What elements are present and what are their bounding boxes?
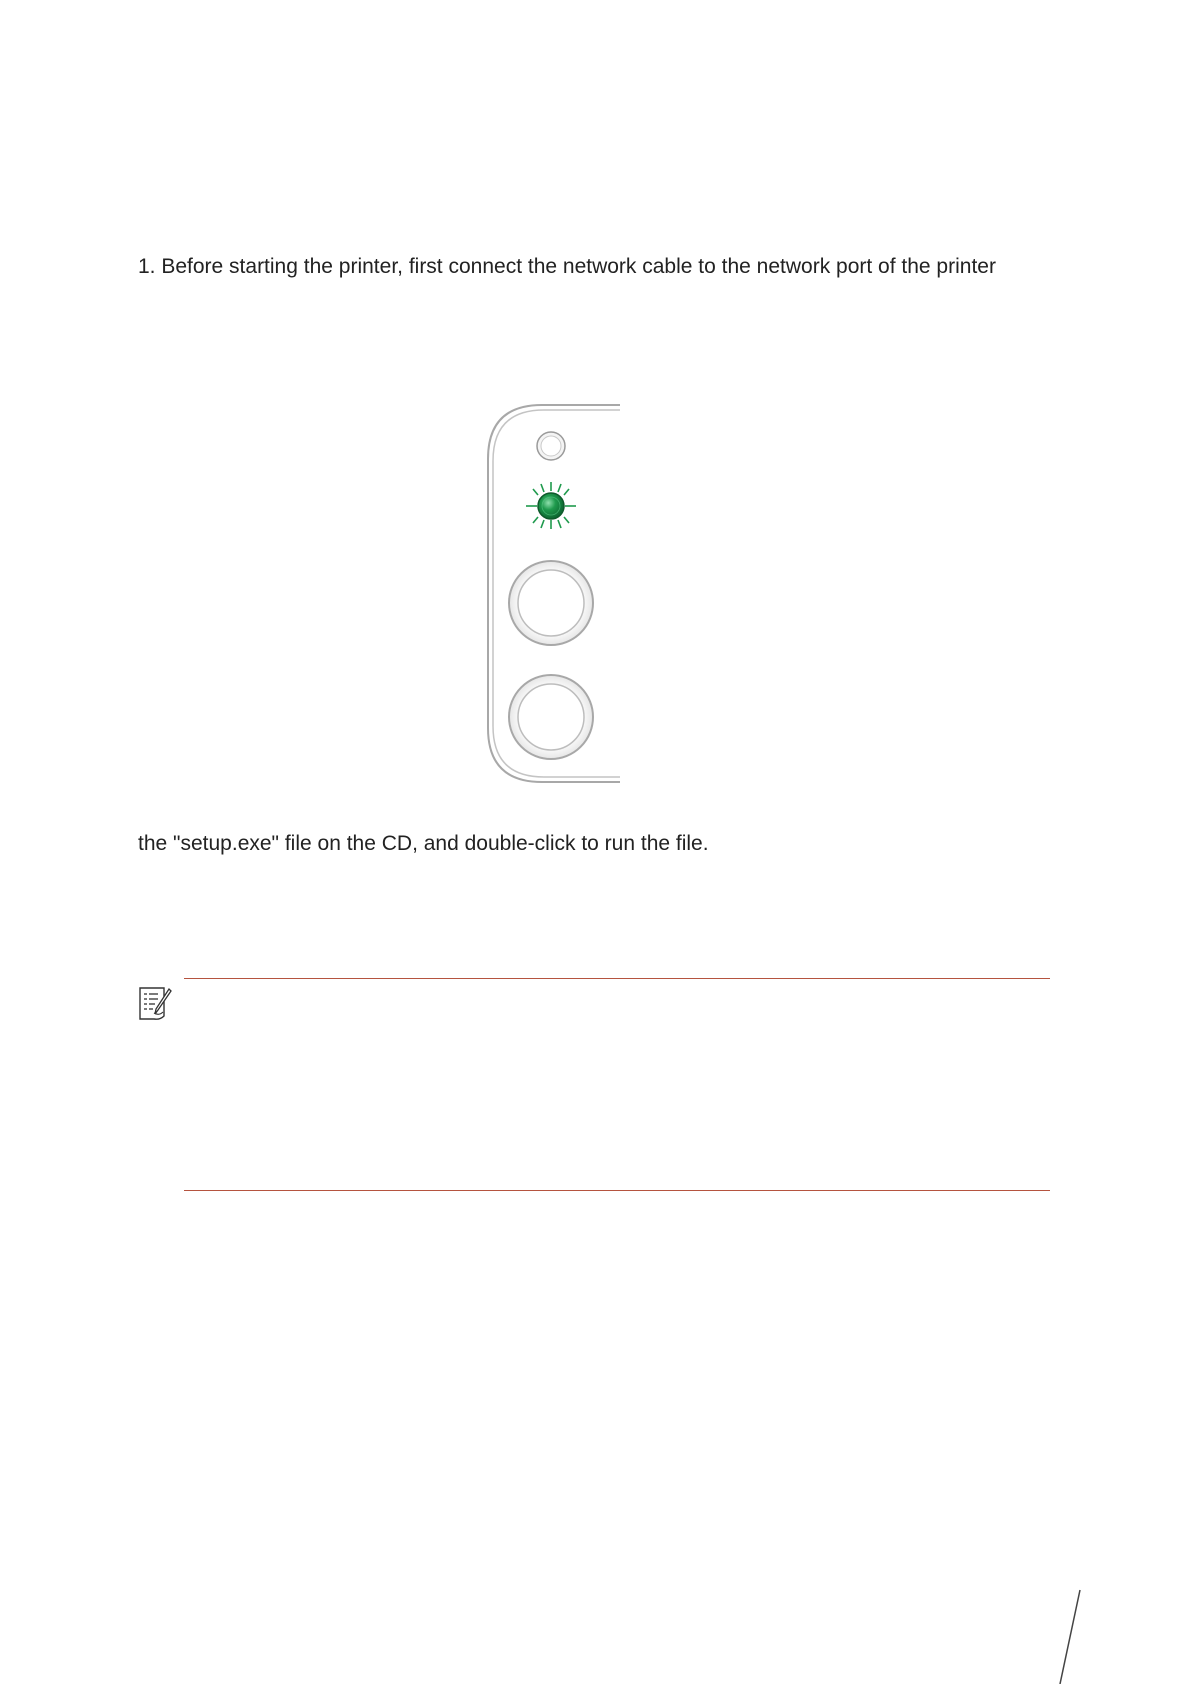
note-top-rule <box>184 978 1050 979</box>
step-1-text: 1. Before starting the printer, first connect the network cable to the network port of the printer <box>138 255 996 278</box>
page-corner-line <box>1052 1588 1092 1684</box>
step-2-text: the "setup.exe" file on the CD, and double-click to run the file. <box>138 832 709 855</box>
panel-button-1 <box>509 561 593 645</box>
note-bottom-rule <box>184 1190 1050 1191</box>
printer-control-panel-illustration <box>480 398 630 788</box>
note-icon <box>138 986 174 1022</box>
panel-button-2 <box>509 675 593 759</box>
